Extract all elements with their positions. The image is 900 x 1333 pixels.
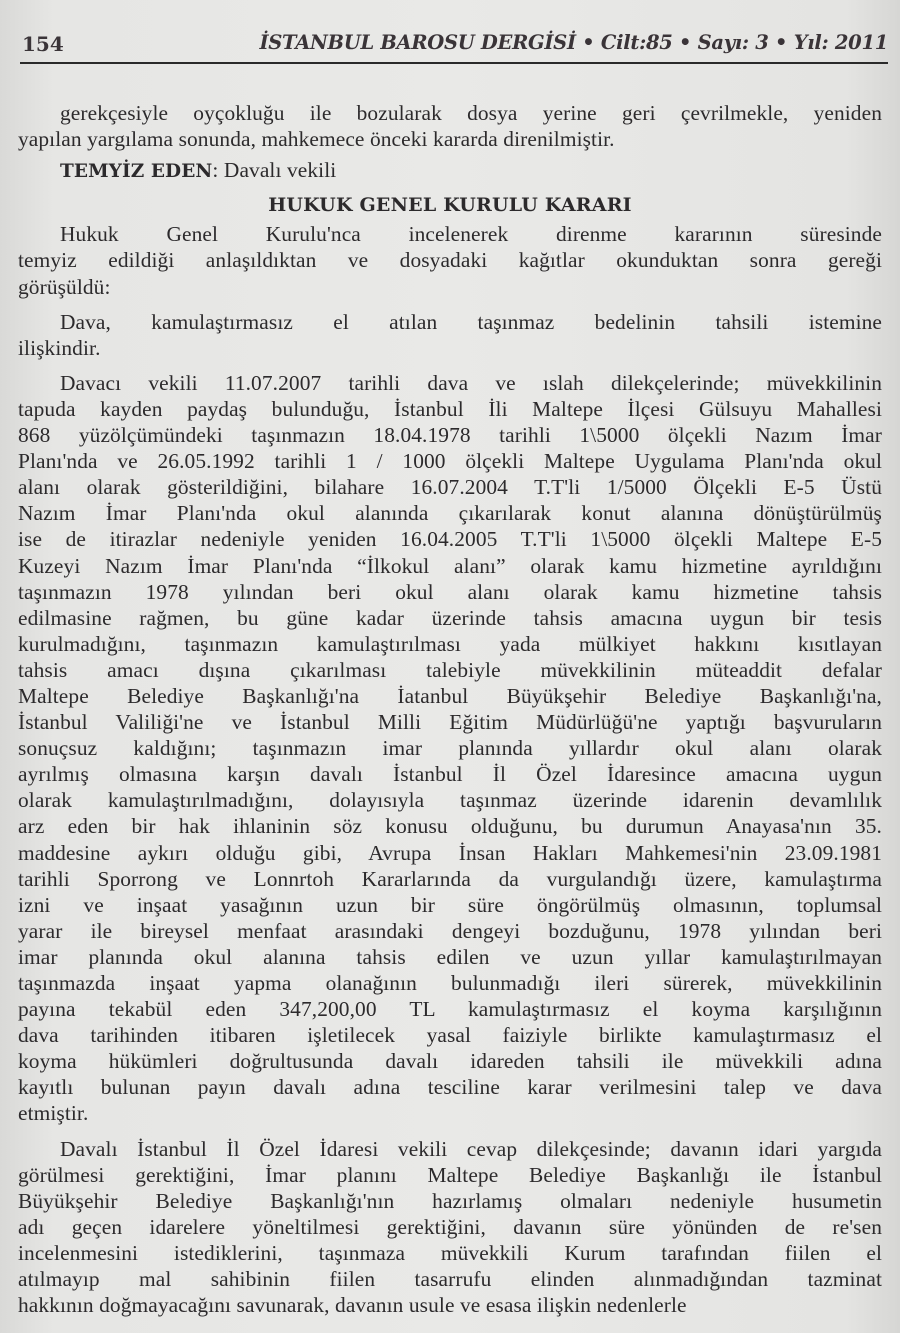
text-line: tapuda kayden paydaş bulunduğu, İstanbul İli Maltepe İlçesi Gülsuyu Mahallesi [18, 396, 882, 421]
text-line: etmiştir. [18, 1101, 89, 1126]
text-line: Büyükşehir Belediye Başkanlığı'nın hazırlamış olmaları nedeniyle husumetin [18, 1188, 882, 1213]
text-line: görülmesi gerektiğini, İmar planını Maltepe Belediye Başkanlığı ile İstanbul [18, 1162, 882, 1187]
paragraph-defendant-response [18, 1136, 882, 1319]
text-line: gerekçesiyle oyçokluğu ile bozularak dosya yerine geri çevrilmekle, yeniden [60, 101, 882, 125]
text-line: Planı'nda ve 26.05.1992 tarihli 1 / 1000 ölçekli Maltepe Uygulama Planı'nda okul [18, 449, 882, 474]
text-line: İstanbul Valiliği'ne ve İstanbul Milli Eğitim Müdürlüğü'ne yaptığı başvuruların [18, 710, 882, 735]
document-body [18, 100, 882, 1318]
text-line: ilişkindir. [18, 335, 101, 360]
text-line: temyiz edildiği anlaşıldıktan ve dosyadaki kağıtlar okunduktan sonra gereği [18, 248, 882, 273]
text-line: tahsis amacı dışına çıkarılması talebiyle müvekkilinin müteaddit defalar [18, 657, 882, 682]
text-line: Maltepe Belediye Başkanlığı'na İatanbul Büyükşehir Belediye Başkanlığı'na, [18, 683, 882, 708]
text-line: alanı olarak gösterildiğini, bilahare 16.07.2004 T.T'li 1/5000 Ölçekli E-5 Üstü [18, 475, 882, 500]
text-line: Davacı vekili 11.07.2007 tarihli dava ve ıslah dilekçelerinde; müvekkilinin [60, 370, 882, 395]
text-line: izni ve inşaat yasağının uzun bir süre öngörülmüş olmasının, toplumsal [18, 892, 882, 917]
text-line: taşınmazda inşaat yapma olanağının bulunmadığı ileri sürerek, müvekkilinin [18, 971, 882, 995]
journal-running-head: İSTANBUL BAROSU DERGİSİ • Cilt:85 • Sayı: 3 • Yıl: 2011 [259, 31, 888, 54]
text-line: ise de itirazlar nedeniyle yeniden 16.04.2005 T.T'li 1\5000 ölçekli Maltepe E-5 [18, 527, 882, 552]
text-line: koyma hükümleri doğrultusunda davalı idareden tahsili ile müvekkili adına [18, 1049, 882, 1074]
text-line: hakkının doğmayacağını savunarak, davanın usule ve esasa ilişkin nedenlerle [18, 1293, 687, 1318]
text-line: sonuçsuz kaldığını; taşınmazın imar planında yıllardır okul alanı olarak [18, 736, 882, 761]
text-line: arz eden bir hak ihlaninin söz konusu olduğunu, bu durumun Anayasa'nın 35. [18, 814, 882, 839]
page-number: 154 [22, 32, 64, 56]
text-line: olarak kamulaştırılmadığını, dolayısıyla taşınmaz üzerinde idarenin devamlılık [18, 788, 882, 813]
text-line: edilmasine rağmen, bu güne kadar üzerinde tahsis amacına uygun bir tesis [18, 605, 882, 630]
text-line: incelenmesini istediklerini, taşınmaza müvekkili Kurum tarafından fiilen el [18, 1240, 882, 1265]
text-line: maddesine aykırı olduğu gibi, Avrupa İnsan Hakları Mahkemesi'nin 23.09.1981 [18, 840, 882, 865]
text-line: adı geçen idarelere yöneltilmesi gerektiğini, davanın süre yönünden de re'sen [18, 1214, 882, 1239]
text-line: kayıtlı bulunan payın davalı adına tesciline karar verilmesini talep ve dava [18, 1075, 882, 1100]
text-line: ayrılmış olmasına karşın davalı İstanbul İl Özel İdaresince amacına uygun [18, 762, 882, 787]
text-line: kurulmadığını, taşınmazın kamulaştırılması yada mülkiyet hakkını kısıtlayan [18, 631, 882, 656]
paragraph-continuation [18, 100, 882, 152]
text-line: Dava, kamulaştırmasız el atılan taşınmaz bedelinin tahsili istemine [60, 309, 882, 334]
text-line: atılmayıp mal sahibinin fiilen tasarrufu elinden alınmadığından tazminat [18, 1267, 882, 1292]
text-line: taşınmazın 1978 yılından beri okul alanı olarak kamu hizmetine tahsis [18, 579, 882, 604]
text-line: dava tarihinden itibaren işletilecek yasal faiziyle birlikte kamulaştırmasız el [18, 1023, 882, 1048]
page-header [20, 28, 888, 64]
text-line: payına tekabül eden 347,200,00 TL kamulaştırmasız el koyma karşılığının [18, 997, 882, 1022]
appellant-value: : Davalı vekili [212, 158, 337, 183]
appellant-line [18, 157, 882, 185]
text-line: Kuzeyi Nazım İmar Planı'nda “İlkokul alanı” olarak kamu hizmetine ayrıldığını [18, 553, 882, 578]
text-line: tarihli Sporrong ve Lonnrtoh Kararlarında da vurgulandığı üzere, kamulaştırma [18, 866, 882, 891]
paragraph-review [18, 221, 882, 299]
section-title: HUKUK GENEL KURULU KARARI [268, 194, 632, 217]
text-line: yapılan yargılama sonunda, mahkemece önceki kararda direnilmiştir. [18, 127, 615, 152]
paragraph-plaintiff-claim [18, 370, 882, 1127]
text-line: Davalı İstanbul İl Özel İdaresi vekili cevap dilekçesinde; davanın idari yargıda [60, 1136, 882, 1161]
text-line: imar planında okul alanına tahsis edilen ve uzun yıllar kamulaştırılmayan [18, 944, 882, 969]
text-line: yarar ile bireysel menfaat arasındaki dengeyi bozduğunu, 1978 yılından beri [18, 918, 882, 943]
appellant-label: TEMYİZ EDEN [60, 161, 213, 183]
text-line: Hukuk Genel Kurulu'nca incelenerek direnme kararının süresinde [60, 222, 882, 247]
paragraph-case-subject [18, 309, 882, 361]
text-line: görüşüldü: [18, 274, 111, 299]
text-line: Nazım İmar Planı'nda okul alanında çıkarılarak konut alanına dönüştürülmüş [18, 501, 882, 526]
text-line: 868 yüzölçümündeki taşınmazın 18.04.1978 tarihli 1\5000 ölçekli Nazım İmar [18, 423, 882, 448]
